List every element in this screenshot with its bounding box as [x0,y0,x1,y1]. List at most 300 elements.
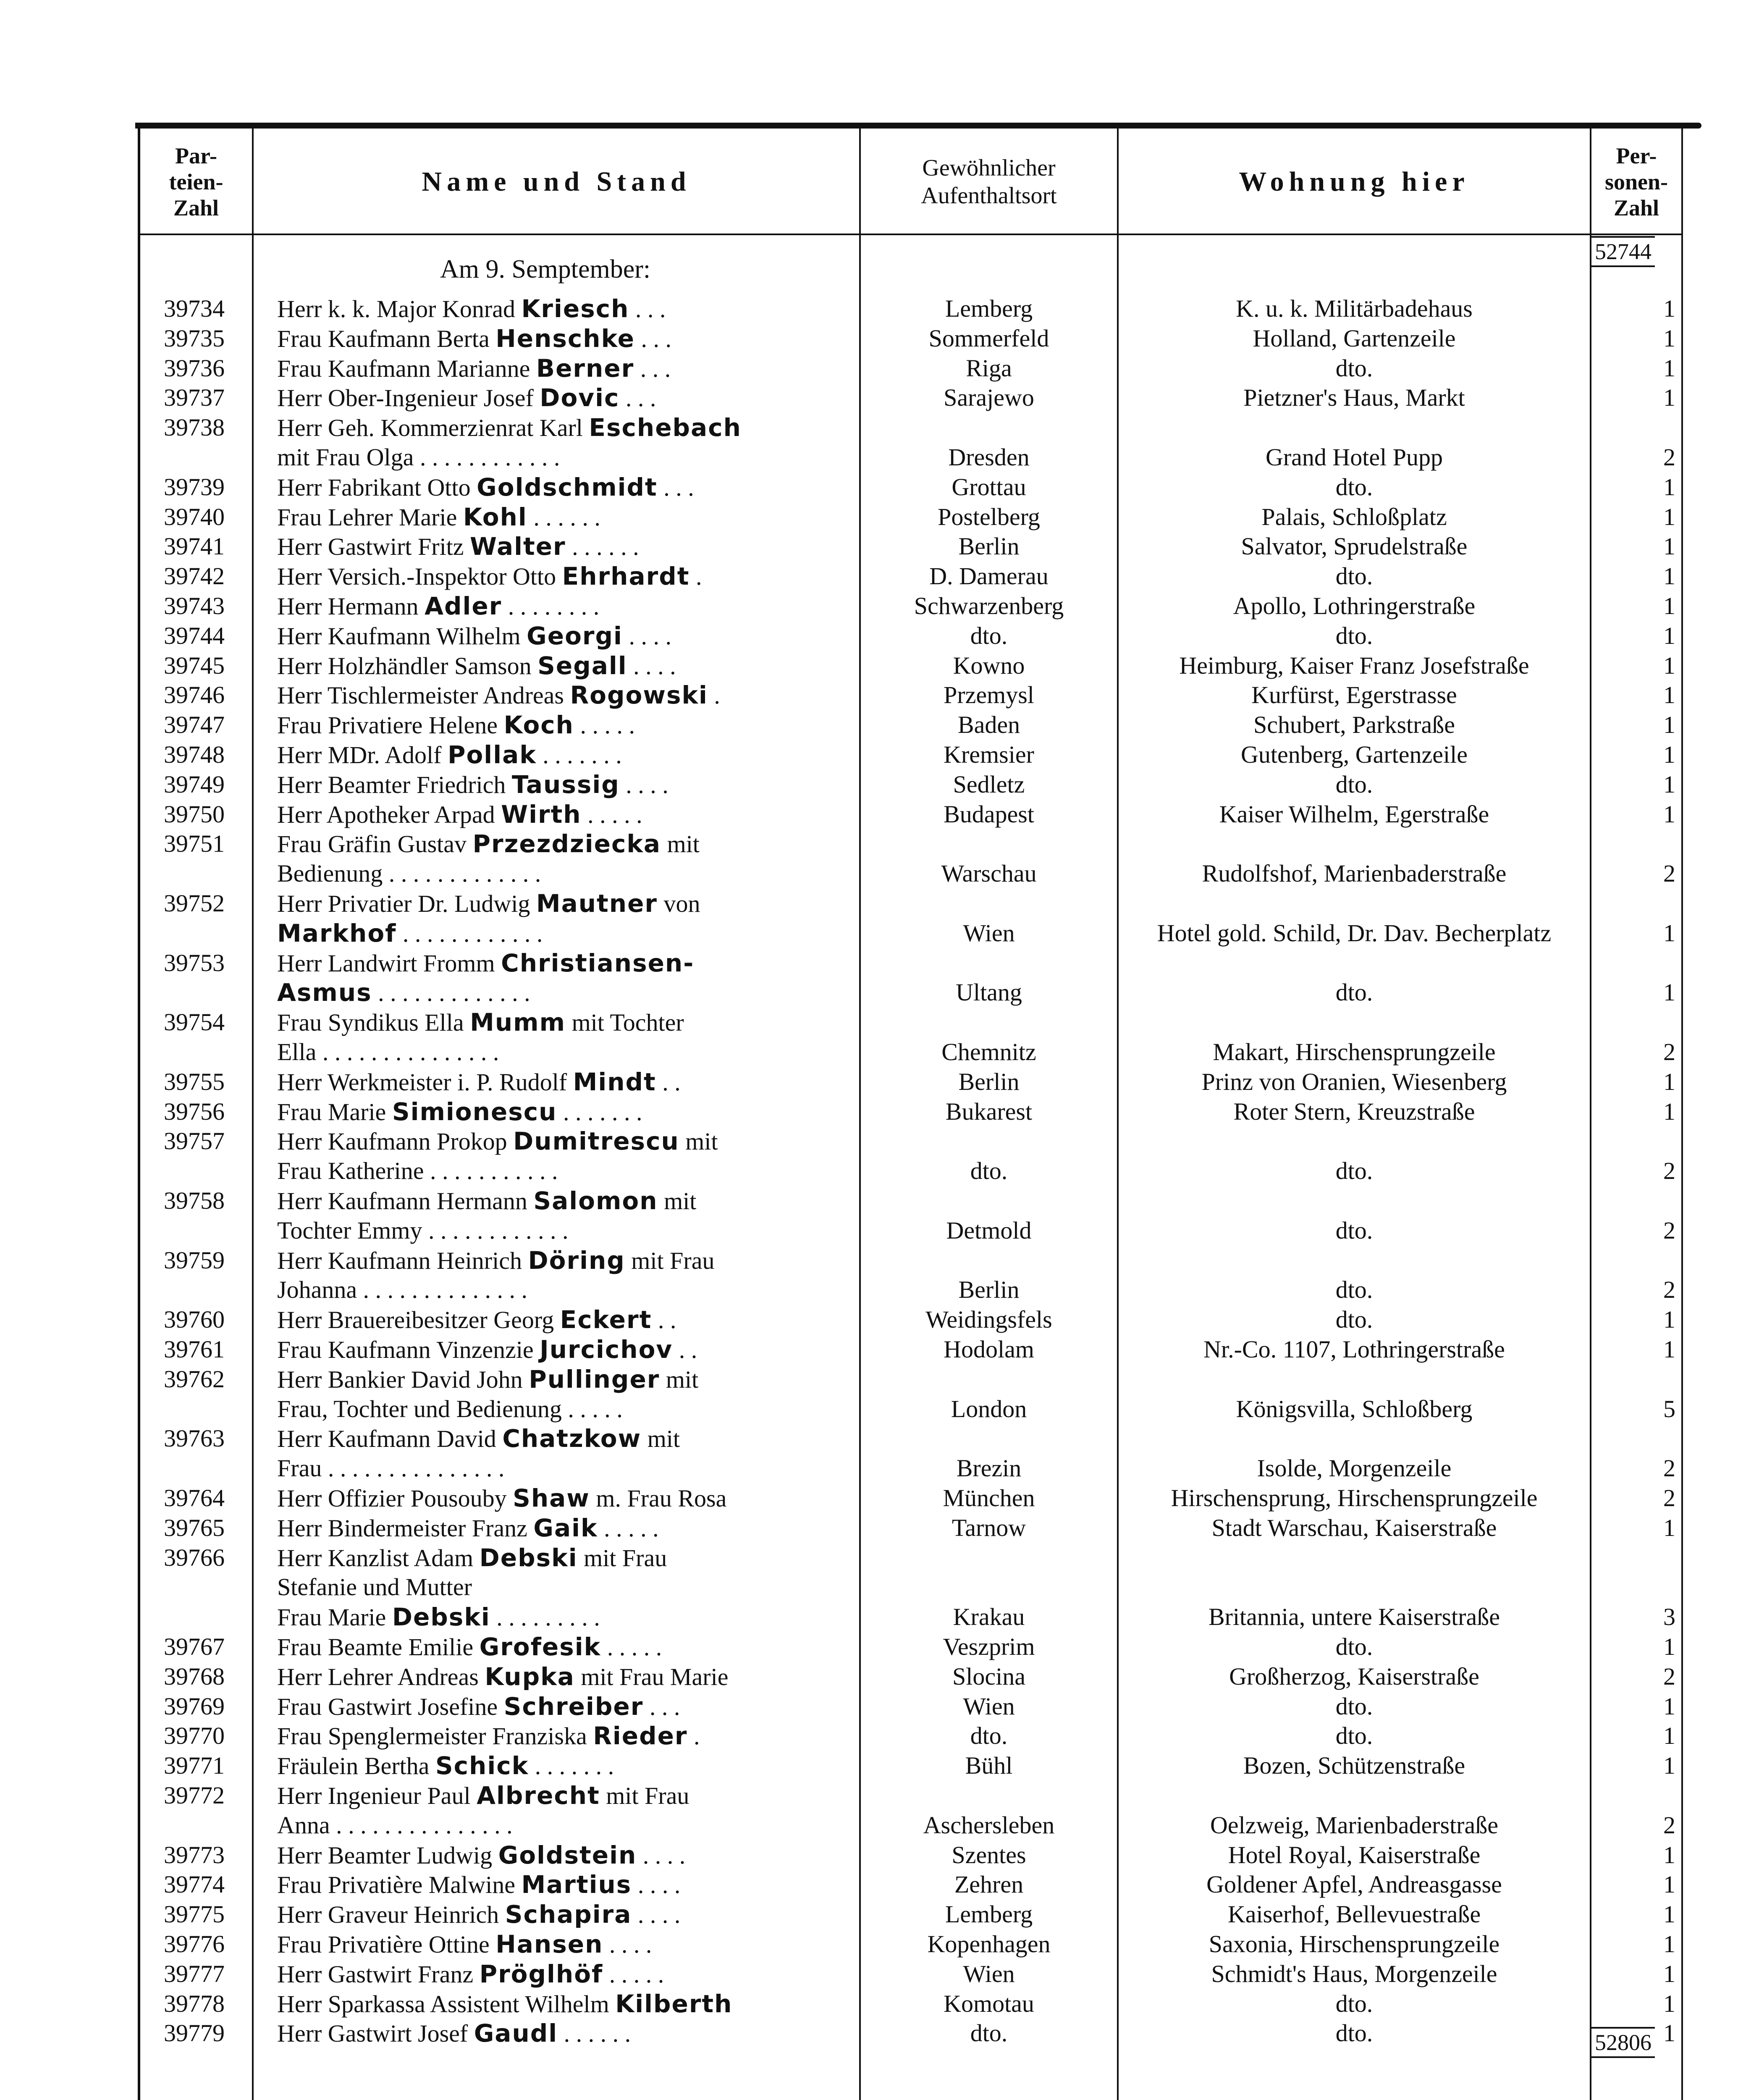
name-and-status: Frau Privatière Malwine Martius . . . . [277,1870,681,1899]
table-row [0,1483,1738,1513]
name-and-status: Herr Lehrer Andreas Kupka mit Frau Marie [277,1662,729,1691]
usual-residence: München [943,1484,1035,1512]
table-row [0,1067,1738,1097]
party-number: 39757 [164,1127,225,1155]
usual-residence: Hodolam [944,1336,1034,1363]
table-row [0,1037,1738,1067]
surname: Eschebach [589,413,742,442]
party-number: 39775 [164,1900,225,1928]
name-and-status: Herr Versich.-Inspektor Otto Ehrhardt . [277,562,702,591]
usual-residence: Kremsier [944,741,1034,768]
local-address: Saxonia, Hirschensprungzeile [1208,1930,1500,1958]
local-address: dto. [1335,473,1373,501]
table-row [0,1305,1738,1334]
person-count: 1 [1663,919,1675,947]
table-row [0,1751,1738,1780]
party-number: 39736 [164,354,225,382]
person-count: 5 [1663,1395,1675,1423]
surname: Berner [536,354,634,383]
local-address: dto. [1335,562,1373,590]
name-and-status: Herr Kaufmann Prokop Dumitrescu mit [277,1127,718,1156]
table-row [0,1692,1738,1721]
person-count: 3 [1663,1603,1675,1631]
party-number: 39741 [164,533,225,560]
table-row [0,1632,1738,1662]
usual-residence: Ultang [956,979,1022,1006]
name-and-status: mit Frau Olga . . . . . . . . . . . . [277,444,560,471]
surname: Adler [425,592,502,620]
usual-residence: Sommerfeld [928,324,1049,352]
person-count: 1 [1663,354,1675,382]
local-address: Isolde, Morgenzeile [1257,1454,1452,1482]
person-count: 1 [1663,1692,1675,1720]
surname: Dumitrescu [513,1127,679,1156]
party-number: 39760 [164,1306,225,1334]
party-number: 39770 [164,1722,225,1750]
party-number: 39779 [164,2019,225,2047]
surname: Kriesch [521,294,629,323]
surname: Przezdziecka [472,830,661,858]
name-and-status: Herr k. k. Major Konrad Kriesch . . . [277,294,666,323]
table-row [0,1602,1738,1632]
table-row [0,651,1738,680]
party-number: 39756 [164,1097,225,1125]
table-row [0,383,1738,412]
surname: Albrecht [477,1781,600,1810]
party-number: 39778 [164,1990,225,2017]
table-row [0,324,1738,353]
name-and-status: Herr Kaufmann Hermann Salomon mit [277,1186,697,1215]
table-row [0,1156,1738,1186]
table-row [0,978,1738,1007]
local-address: Pietzner's Haus, Markt [1243,384,1465,412]
surname: Debski [479,1543,578,1572]
person-count: 2 [1663,1157,1675,1185]
surname: Kupka [485,1662,575,1691]
table-row [0,1126,1738,1156]
local-address: Britannia, untere Kaiserstraße [1208,1603,1500,1631]
table-row [0,1216,1738,1245]
person-count: 1 [1663,1336,1675,1363]
party-number: 39768 [164,1662,225,1690]
usual-residence: Berlin [958,1068,1020,1095]
party-number: 39747 [164,711,225,739]
person-count: 1 [1663,1930,1675,1958]
person-count: 1 [1663,1068,1675,1095]
name-and-status: Frau Kaufmann Vinzenzie Jurcichov . . [277,1335,697,1364]
name-and-status: Frau Gräfin Gustav Przezdziecka mit [277,830,700,858]
party-number: 39758 [164,1187,225,1214]
local-address: Bozen, Schützenstraße [1243,1752,1465,1780]
surname: Mautner [536,889,658,918]
name-and-status: Herr Sparkassa Assistent Wilhelm Kilberth [277,1989,733,2018]
usual-residence: dto. [970,622,1008,649]
surname: Mumm [470,1008,566,1037]
surname: Christiansen- [501,948,695,977]
surname: Taussig [511,770,620,799]
name-and-status: Herr Beamter Friedrich Taussig . . . . [277,770,668,799]
surname: Debski [392,1603,490,1632]
usual-residence: Aschersleben [923,1811,1055,1839]
party-number: 39739 [164,473,225,501]
local-address: Palais, Schloßplatz [1261,503,1447,530]
person-count: 2 [1663,1484,1675,1512]
person-count: 1 [1663,622,1675,649]
header-origin: Gewöhnlicher Aufenthaltsort [921,155,1057,209]
name-and-status: Frau Privatiere Helene Koch . . . . . [277,711,635,740]
usual-residence: dto. [970,1157,1008,1185]
local-address: Gutenberg, Gartenzeile [1240,741,1468,768]
surname: Schapira [505,1900,632,1929]
person-count: 1 [1663,562,1675,590]
surname: Asmus [277,978,372,1007]
name-and-status: Herr Holzhändler Samson Segall . . . . [277,651,676,680]
usual-residence: Veszprim [943,1633,1035,1660]
surname: Rogowski [570,681,708,710]
person-count: 1 [1663,681,1675,709]
usual-residence: Wien [963,1960,1015,1987]
person-count: 1 [1663,1514,1675,1541]
name-and-status: Herr Kaufmann David Chatzkow mit [277,1424,680,1453]
name-and-status: Ella . . . . . . . . . . . . . . . [277,1038,499,1066]
name-and-status: Markhof . . . . . . . . . . . . [277,919,543,948]
table-row [0,2019,1738,2048]
person-count: 1 [1663,711,1675,739]
table-row [0,1543,1738,1572]
total-end: 52806 [1590,2027,1655,2058]
party-number: 39750 [164,800,225,828]
name-and-status: Herr Graveur Heinrich Schapira . . . . [277,1900,681,1929]
surname: Goldstein [498,1840,637,1869]
name-and-status: Frau Kaufmann Marianne Berner . . . [277,354,671,383]
party-number: 39765 [164,1514,225,1541]
table-row [0,502,1738,532]
local-address: dto. [1335,1276,1373,1304]
person-count: 1 [1663,1633,1675,1660]
surname: Kilberth [615,1989,733,2018]
name-and-status: Frau Gastwirt Josefine Schreiber . . . [277,1692,680,1721]
usual-residence: Weidingsfels [925,1306,1052,1334]
local-address: Kaiser Wilhelm, Egerstraße [1219,800,1489,828]
table-row [0,562,1738,591]
name-and-status: Anna . . . . . . . . . . . . . . . [277,1811,513,1839]
table-row [0,1394,1738,1424]
usual-residence: Przemysl [944,681,1034,709]
table-row [0,680,1738,710]
person-count: 2 [1663,1276,1675,1304]
usual-residence: Komotau [944,1990,1034,2017]
usual-residence: D. Damerau [929,562,1049,590]
table-row [0,1781,1738,1810]
name-and-status: Herr Ingenieur Paul Albrecht mit Frau [277,1781,689,1810]
name-and-status: Frau Spenglermeister Franziska Rieder . [277,1722,700,1751]
name-and-status: Frau Lehrer Marie Kohl . . . . . . [277,502,600,531]
name-and-status: Johanna . . . . . . . . . . . . . . [277,1276,528,1304]
local-address: Goldener Apfel, Andreasgasse [1206,1871,1502,1898]
surname: Hansen [495,1930,603,1958]
name-and-status: Herr Landwirt Fromm Christiansen- [277,948,695,977]
party-number: 39734 [164,295,225,322]
party-number: 39777 [164,1960,225,1987]
local-address: dto. [1335,1633,1373,1660]
party-number: 39773 [164,1841,225,1869]
person-count: 2 [1663,1811,1675,1839]
local-address: Kaiserhof, Bellevuestraße [1227,1900,1481,1928]
surname: Ehrhardt [562,562,690,591]
surname: Georgi [527,621,623,650]
party-number: 39774 [164,1871,225,1898]
surname: Gaik [533,1513,598,1542]
surname: Goldschmidt [477,472,658,501]
local-address: dto. [1335,1722,1373,1750]
party-number: 39772 [164,1782,225,1809]
table-row [0,1097,1738,1126]
local-address: Holland, Gartenzeile [1253,324,1456,352]
table-row [0,1721,1738,1751]
table-row [0,1365,1738,1394]
table-row [0,800,1738,829]
usual-residence: Tarnow [952,1514,1026,1541]
usual-residence: Baden [957,711,1020,739]
person-count: 1 [1663,1306,1675,1334]
party-number: 39735 [164,324,225,352]
table-row [0,889,1738,918]
name-and-status: Herr Bindermeister Franz Gaik . . . . . [277,1513,659,1542]
local-address: Prinz von Oranien, Wiesenberg [1201,1068,1507,1095]
person-count: 1 [1663,503,1675,530]
person-count: 1 [1663,295,1675,322]
local-address: Schmidt's Haus, Morgenzeile [1211,1960,1497,1987]
name-and-status: Frau Beamte Emilie Grofesik . . . . . [277,1633,662,1661]
usual-residence: Brezin [956,1454,1022,1482]
table-row [0,948,1738,978]
usual-residence: Berlin [958,1276,1020,1304]
name-and-status: Fräulein Bertha Schick . . . . . . . [277,1751,614,1780]
name-and-status: Herr Gastwirt Franz Pröglhöf . . . . . [277,1959,664,1988]
party-number: 39771 [164,1752,225,1780]
surname: Schreiber [503,1692,644,1721]
party-number: 39743 [164,592,225,620]
local-address: Grand Hotel Pupp [1265,444,1443,471]
party-number: 39742 [164,562,225,590]
surname: Shaw [513,1484,590,1512]
name-and-status: Herr Werkmeister i. P. Rudolf Mindt . . [277,1067,681,1096]
local-address: dto. [1335,1157,1373,1185]
party-number: 39764 [164,1484,225,1512]
name-and-status: Herr Bankier David John Pullinger mit [277,1365,699,1394]
person-count: 1 [1663,1841,1675,1869]
usual-residence: Krakau [953,1603,1025,1631]
local-address: Schubert, Parkstraße [1253,711,1455,739]
table-row [0,1454,1738,1483]
person-count: 1 [1663,384,1675,412]
table-row [0,443,1738,472]
table-row [0,1989,1738,2019]
party-number: 39759 [164,1246,225,1274]
table-row [0,1424,1738,1453]
name-and-status: Herr Brauereibesitzer Georg Eckert . . [277,1305,676,1334]
usual-residence: Szentes [952,1841,1026,1869]
party-number: 39767 [164,1633,225,1660]
usual-residence: Berlin [958,533,1020,560]
party-number: 39746 [164,681,225,709]
local-address: dto. [1335,1692,1373,1720]
person-count: 2 [1663,444,1675,471]
name-and-status: Tochter Emmy . . . . . . . . . . . . [277,1216,569,1244]
name-and-status: Herr Kanzlist Adam Debski mit Frau [277,1543,667,1572]
party-number: 39745 [164,651,225,679]
surname: Döring [528,1246,625,1275]
usual-residence: Postelberg [938,503,1040,530]
person-count: 1 [1663,324,1675,352]
surname: Pullinger [529,1365,660,1394]
local-address: dto. [1335,979,1373,1006]
person-count: 2 [1663,1662,1675,1690]
usual-residence: Wien [963,1692,1015,1720]
name-and-status: Herr MDr. Adolf Pollak . . . . . . . [277,740,622,769]
name-and-status: Herr Offizier Pousouby Shaw m. Frau Rosa [277,1484,727,1512]
person-count: 1 [1663,592,1675,620]
person-count: 2 [1663,860,1675,887]
party-number: 39762 [164,1365,225,1393]
surname: Wirth [501,800,582,829]
person-count: 1 [1663,1990,1675,2017]
surname: Markhof [277,919,397,948]
surname: Salomon [533,1186,658,1215]
table-row [0,621,1738,651]
table-row [0,1275,1738,1305]
party-number: 39769 [164,1692,225,1720]
name-and-status: Frau Marie Simionescu . . . . . . . [277,1097,642,1126]
usual-residence: Zehren [954,1871,1024,1898]
person-count: 1 [1663,651,1675,679]
table-row [0,294,1738,323]
name-and-status: Frau, Tochter und Bedienung . . . . . [277,1395,623,1423]
local-address: Makart, Hirschensprungzeile [1213,1038,1496,1066]
table-row [0,413,1738,442]
usual-residence: dto. [970,1722,1008,1750]
surname: Mindt [573,1067,656,1096]
usual-residence: Chemnitz [941,1038,1036,1066]
local-address: Oelzweig, Marienbaderstraße [1210,1811,1498,1839]
person-count: 2 [1663,1454,1675,1482]
table-row [0,1840,1738,1870]
party-number: 39776 [164,1930,225,1958]
person-count: 1 [1663,533,1675,560]
table-row [0,532,1738,561]
name-and-status: Frau Syndikus Ella Mumm mit Tochter [277,1008,684,1037]
name-and-status: Frau Katherine . . . . . . . . . . . [277,1157,558,1185]
header-number: Par- teien- Zahl [169,143,223,220]
total-start: 52744 [1590,236,1655,267]
party-number: 39763 [164,1425,225,1452]
name-and-status: Herr Gastwirt Fritz Walter . . . . . . [277,532,639,561]
surname: Martius [521,1870,632,1899]
surname: Koch [503,711,574,740]
party-number: 39740 [164,503,225,530]
person-count: 1 [1663,1097,1675,1125]
usual-residence: Warschau [941,860,1037,887]
header-rule [139,234,1683,235]
surname: Pollak [447,740,537,769]
local-address: Kurfürst, Egerstrasse [1251,681,1457,709]
surname: Kohl [463,502,527,531]
name-and-status: Herr Fabrikant Otto Goldschmidt . . . [277,472,694,501]
surname: Rieder [593,1722,688,1751]
party-number: 39751 [164,830,225,858]
party-number: 39754 [164,1008,225,1036]
table-row [0,919,1738,948]
person-count: 2 [1663,1216,1675,1244]
local-address: Hotel Royal, Kaiserstraße [1228,1841,1481,1869]
party-number: 39749 [164,770,225,798]
local-address: Rudolfshof, Marienbaderstraße [1202,860,1507,887]
usual-residence: Sedletz [953,770,1025,798]
party-number: 39738 [164,414,225,441]
usual-residence: Wien [963,919,1015,947]
name-and-status: Frau Kaufmann Berta Henschke . . . [277,324,671,353]
name-and-status: Herr Apotheker Arpad Wirth . . . . . [277,800,642,829]
local-address: dto. [1335,1216,1373,1244]
surname: Jurcichov [540,1335,673,1364]
name-and-status: Herr Hermann Adler . . . . . . . . [277,592,600,620]
name-and-status: Frau Marie Debski . . . . . . . . . [277,1603,600,1632]
local-address: Stadt Warschau, Kaiserstraße [1211,1514,1497,1541]
table-row [0,1811,1738,1840]
local-address: K. u. k. Militärbadehaus [1236,295,1473,322]
surname: Eckert [560,1305,652,1334]
table-row [0,1929,1738,1959]
header-name: Name und Stand [422,166,691,197]
name-and-status: Herr Beamter Ludwig Goldstein . . . . [277,1840,686,1869]
local-address: Hirschensprung, Hirschensprungzeile [1171,1484,1538,1512]
local-address: dto. [1335,770,1373,798]
party-number: 39737 [164,384,225,412]
section-date: Am 9. Semptember: [440,255,651,284]
person-count: 1 [1663,1900,1675,1928]
surname: Walter [470,532,566,561]
surname: Gaudl [474,2019,558,2048]
name-and-status: Herr Ober-Ingenieur Josef Dovic . . . [277,383,656,412]
surname: Pröglhöf [479,1959,603,1988]
name-and-status: Herr Kaufmann Wilhelm Georgi . . . . [277,621,671,650]
table-row [0,1513,1738,1543]
person-count: 1 [1663,1871,1675,1898]
person-count: 1 [1663,2019,1675,2047]
name-and-status: Herr Tischlermeister Andreas Rogowski . [277,681,720,710]
table-row [0,1246,1738,1275]
surname: Henschke [495,324,635,353]
party-number: 39761 [164,1336,225,1363]
local-address: Salvator, Sprudelstraße [1241,533,1468,560]
local-address: dto. [1335,1990,1373,2017]
local-address: dto. [1335,1306,1373,1334]
surname: Schick [435,1751,529,1780]
usual-residence: Slocina [952,1662,1025,1690]
party-number: 39744 [164,622,225,649]
name-and-status: Herr Privatier Dr. Ludwig Mautner von [277,889,700,918]
party-number: 39766 [164,1544,225,1571]
header-persons: Per- sonen- Zahl [1604,143,1668,220]
table-row [0,591,1738,621]
header-address: Wohnung hier [1239,166,1470,197]
person-count: 2 [1663,1038,1675,1066]
party-number: 39748 [164,741,225,768]
surname: Segall [537,651,627,680]
person-count: 1 [1663,1960,1675,1987]
local-address: dto. [1335,2019,1373,2047]
name-and-status: Herr Kaufmann Heinrich Döring mit Frau [277,1246,715,1275]
